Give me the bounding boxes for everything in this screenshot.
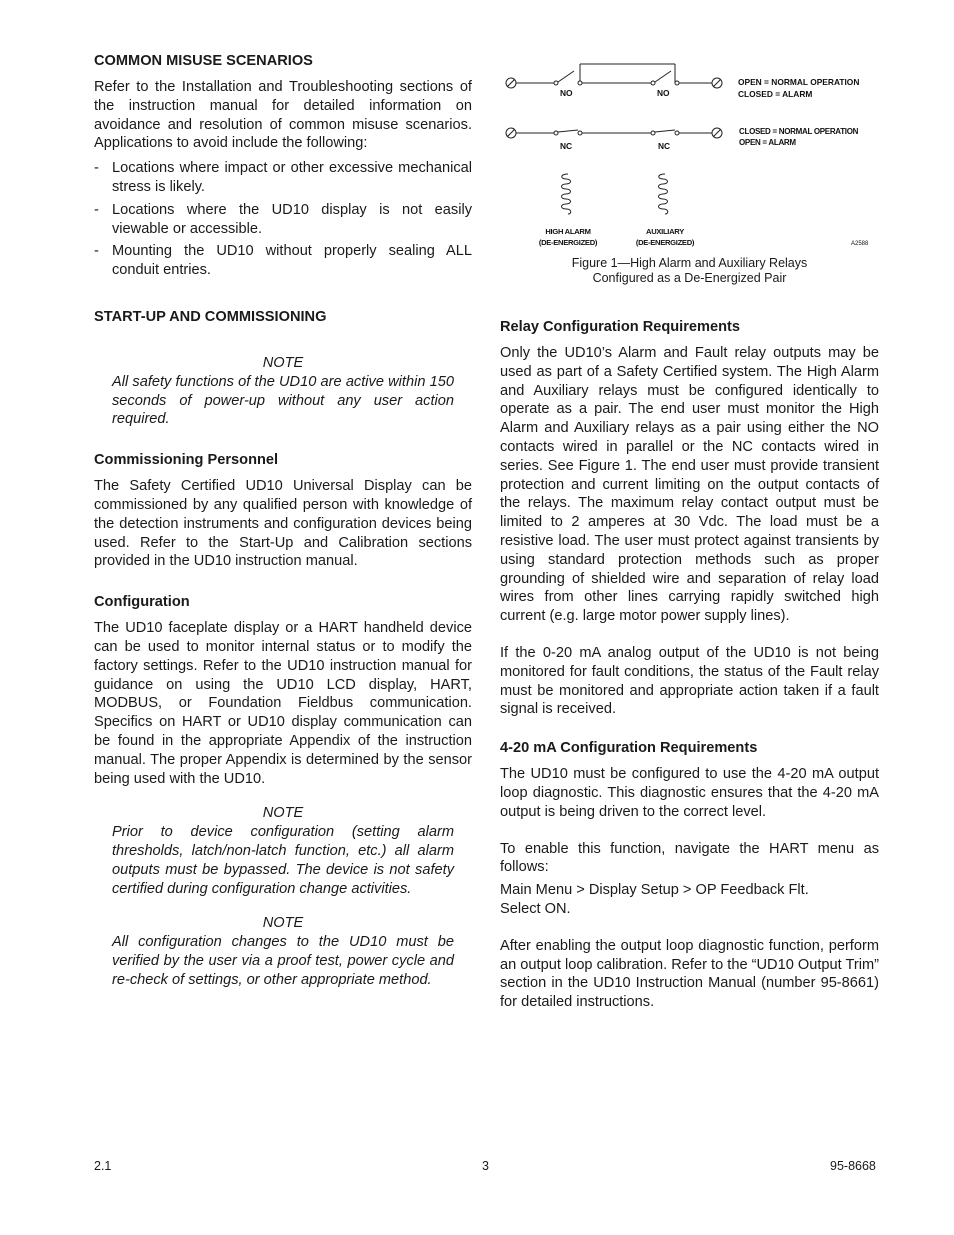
figure-caption [500,256,879,285]
relay-wiring-diagram [500,62,879,252]
contact-icon [554,81,558,85]
relay-body-1: Only the UD10’s Alarm and Fault relay outputs may be used as part of a Safety Certified system. The High Alarm and Auxiliary relays must be configured identically to operate as a pair. The end user must monitor the High Alarm and Auxiliary relays as a pair using either the NO contacts wired in parallel or the NC contacts wired in series. See Figure 1. The end user must provide transient protection and current limiting on the output contacts of the relays. The maximum relay contact output must be limited to 2 amperes at 30 Vdc. The load must be a resistive load. The user must protect against transients by using standard protection methods such as proper grounding of shielded wire and separation of relay load wires from other lines carrying rapidly switched high current (e.g. large motor power supply lines). [500,345,879,625]
ma-body-1: The UD10 must be configured to use the 4-20 mA output loop diagnostic. This diagnostic ensures that the 4-20 mA output is being driven to the correct level. [500,766,879,820]
label-coil1-line1: HIGH ALARM [545,227,591,236]
figure-code: A2588 [851,241,869,247]
footer-revision: 2.1 [94,1159,112,1173]
contact-icon [651,131,655,135]
relay-heading: Relay Configuration Requirements [500,319,741,335]
startup-note: All safety functions of the UD10 are active within 150 seconds of power-up without any user action required. [112,373,454,428]
contact-icon [675,81,679,85]
coil-icon [659,174,668,214]
right-column [500,62,879,1012]
label-coil1-line2: (DE-ENERGIZED) [538,238,598,247]
ma-menu-path: Main Menu > Display Setup > OP Feedback Flt. [500,882,809,899]
ma-heading: 4-20 mA Configuration Requirements [500,740,758,757]
label-closed-normal: CLOSED = NORMAL OPERATION [739,127,859,136]
left-column [94,52,472,989]
caption-line-1: Figure 1—High Alarm and Auxiliary Relays [571,256,808,270]
misuse-heading: COMMON MISUSE SCENARIOS [94,53,313,69]
label-closed-alarm: CLOSED = ALARM [738,89,813,99]
relay-body-2: If the 0-20 mA analog output of the UD10 is not being monitored for fault conditions, the status of the Fault relay must be monitored and appropriate action taken if a fault signal is received. [500,644,879,718]
personnel-heading: Commissioning Personnel [94,452,279,469]
configuration-note-1: Prior to device configuration (setting alarm thresholds, latch/non-latch function, etc.) all alarm outputs must be bypassed. The device is not safety certified during configuration change activities. [112,824,454,897]
contact-icon [675,131,679,135]
configuration-note-2: All configuration changes to the UD10 must be verified by the user via a proof test, power cycle and re-check of settings, or other appropriate method. [112,934,454,988]
footer-document-number: 95-8668 [830,1159,876,1173]
contact-icon [554,131,558,135]
label-no-right: NO [657,88,670,98]
misuse-list [94,159,472,280]
startup-heading: START-UP AND COMMISSIONING [94,308,327,325]
contact-icon [578,81,582,85]
footer-page-number: 3 [482,1159,489,1173]
ma-body-3: After enabling the output loop diagnostic function, perform an output loop calibration. Refer to the “UD10 Output Trim” section in the UD10 Instruction Manual (number 95-8661) for detailed instructions. [500,937,879,1011]
label-nc-right: NC [658,141,671,151]
configuration-heading: Configuration [94,594,190,611]
relay-wiring-figure [500,62,879,285]
label-nc-left: NC [560,141,573,151]
label-no-left: NO [560,88,573,98]
ma-select: Select ON. [500,900,571,917]
label-coil2-line2: (DE-ENERGIZED) [635,238,695,247]
label-open-normal: OPEN = NORMAL OPERATION [738,77,860,87]
caption-line-2: Configured as a De-Energized Pair [592,270,787,285]
list-item: - Mounting the UD10 without properly sealing ALL conduit entries. [94,242,472,280]
contact-icon [651,81,655,85]
coil-icon [562,174,571,214]
list-item: - Locations where the UD10 display is not easily viewable or accessible. [94,201,472,239]
note-title: NOTE [262,354,304,371]
label-coil2-line1: AUXILIARY [646,227,684,236]
note-title: NOTE [262,915,304,932]
ma-body-2: To enable this function, navigate the HART menu as follows: [500,840,879,876]
personnel-body: The Safety Certified UD10 Universal Display can be commissioned by any qualified person with knowledge of the detection instruments and configuration devices being used. Refer to the Start-Up and Calibration sections provided in the UD10 instruction manual. [94,478,472,570]
configuration-body: The UD10 faceplate display or a HART handheld device can be used to monitor internal status or to modify the factory settings. Refer to the UD10 instruction manual for guidance on using the UD10 LCD display, HART, MODBUS, or Foundation Fieldbus communication. Specifics on HART or UD10 display communication can be found in the appropriate Appendix of the instruction manual. The proper Appendix is determined by the sensor being used with the UD10. [94,620,472,787]
list-item: - Locations where impact or other excessive mechanical stress is likely. [94,159,472,197]
label-open-alarm: OPEN = ALARM [739,138,796,147]
contact-icon [578,131,582,135]
misuse-intro: Refer to the Installation and Troubleshooting sections of the instruction manual for detailed information on avoidance and resolution of common misuse scenarios. Applications to avoid include the following: [94,79,472,152]
note-title: NOTE [262,805,304,822]
